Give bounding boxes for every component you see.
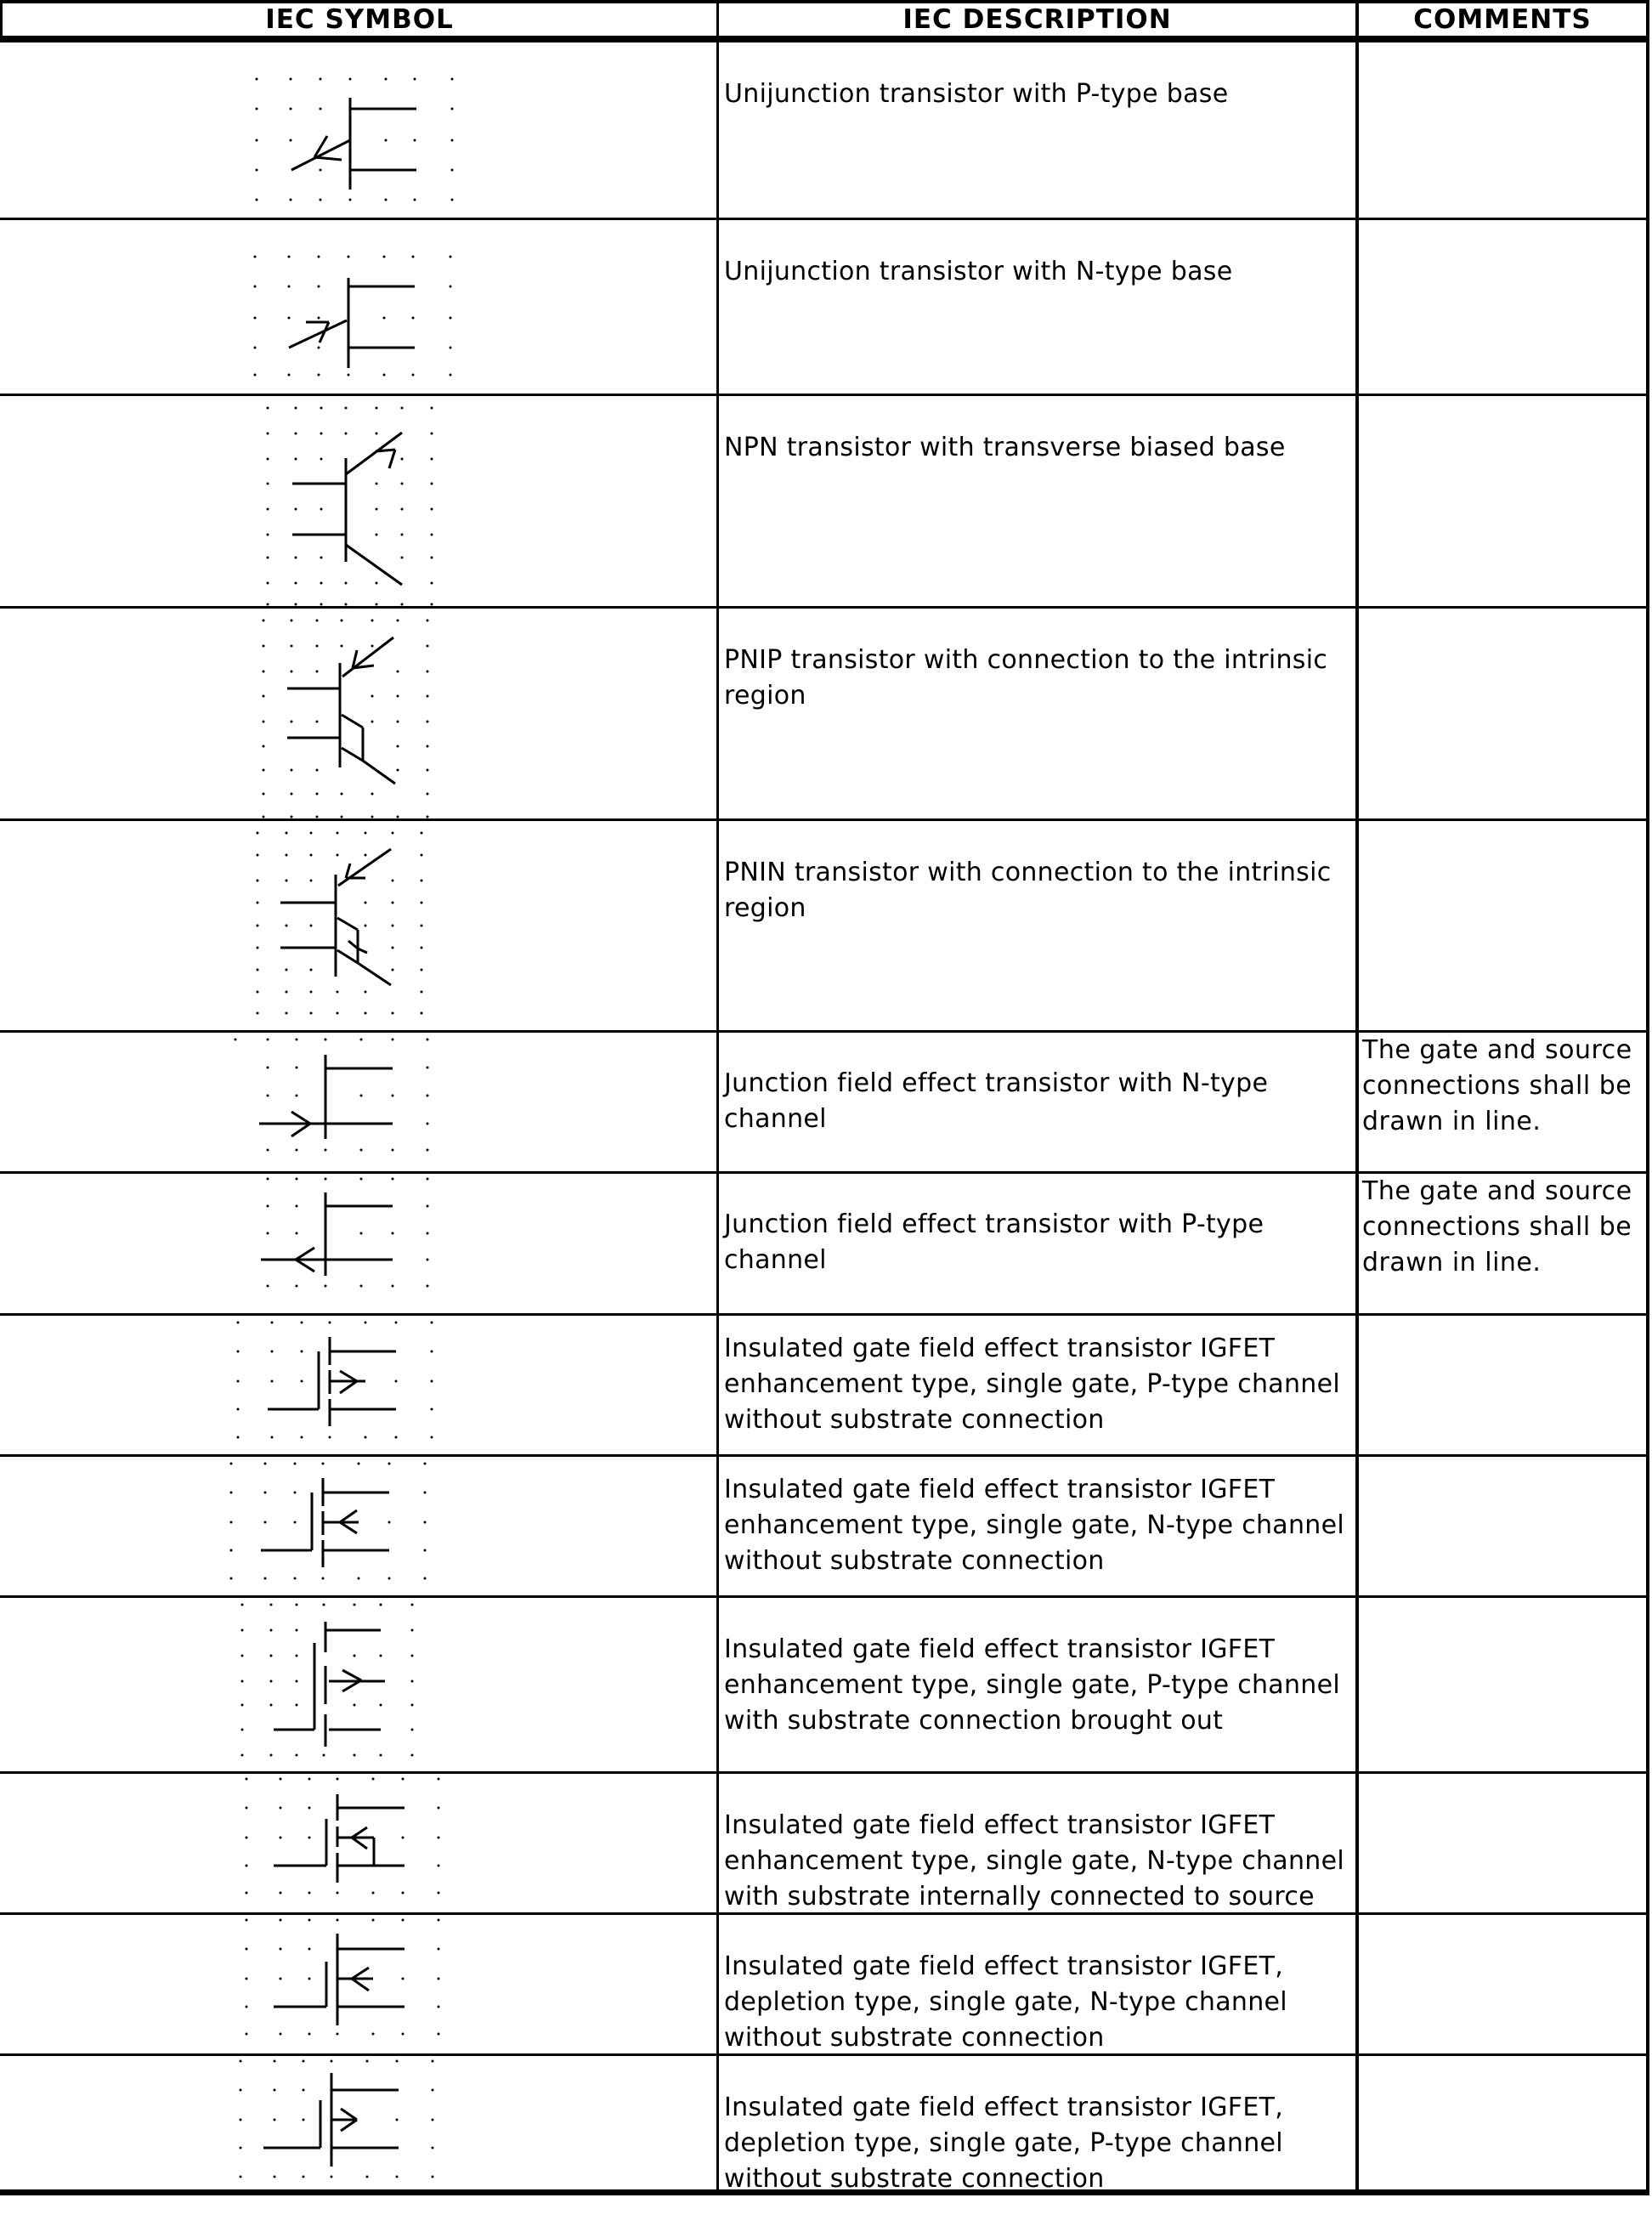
description-cell: Junction field effect transistor with N-type channel [716, 1033, 1355, 1171]
table-row [0, 1316, 1646, 1457]
pnin-transistor-intrinsic-symbol-icon [251, 821, 455, 1033]
header-iec-symbol: IEC SYMBOL [0, 3, 716, 36]
comment-cell [1355, 2056, 1646, 2189]
unijunction-transistor-n-base-symbol-icon [246, 229, 467, 390]
description-cell: Unijunction transistor with N-type base [716, 220, 1355, 394]
description-cell: Insulated gate field effect transistor IGFET enhancement type, single gate, N-type channel without substrate connection [716, 1457, 1355, 1595]
description-cell: Insulated gate field effect transistor IGFET enhancement type, single gate, N-type channel with substrate internally connected to source [716, 1774, 1355, 1912]
table-row [0, 1598, 1646, 1774]
comment-cell: The gate and source connections shall be drawn in line. [1355, 1033, 1646, 1171]
jfet-n-channel-symbol-icon [234, 1033, 446, 1174]
table-row [0, 2056, 1646, 2195]
description-cell: NPN transistor with transverse biased base [716, 396, 1355, 606]
symbol-cell [0, 1033, 716, 1171]
symbol-cell [0, 821, 716, 1030]
description-cell: Unijunction transistor with P-type base [716, 42, 1355, 218]
npn-transverse-biased-base-symbol-icon [255, 396, 459, 609]
comment-cell [1355, 1457, 1646, 1595]
comment-cell: The gate and source connections shall be drawn in line. [1355, 1174, 1646, 1313]
table-header [0, 0, 1646, 42]
comment-cell [1355, 220, 1646, 394]
symbol-cell [0, 1774, 716, 1912]
description-cell: PNIN transistor with connection to the intrinsic region [716, 821, 1355, 1030]
table-row [0, 220, 1646, 396]
igfet-enh-n-channel-symbol-icon [223, 1457, 444, 1598]
header-iec-description: IEC DESCRIPTION [716, 3, 1355, 36]
igfet-depl-n-channel-symbol-icon [240, 1915, 452, 2056]
pnip-transistor-intrinsic-symbol-icon [255, 609, 459, 821]
igfet-enh-p-channel-symbol-icon [229, 1316, 450, 1457]
table-row [0, 396, 1646, 609]
jfet-p-channel-symbol-icon [234, 1174, 446, 1316]
symbol-cell [0, 42, 716, 218]
table-row [0, 1774, 1646, 1915]
symbol-cell [0, 1316, 716, 1454]
comment-cell [1355, 1915, 1646, 2053]
igfet-depl-p-channel-symbol-icon [234, 2056, 446, 2192]
symbol-cell [0, 220, 716, 394]
igfet-enh-n-channel-substrate-source-symbol-icon [240, 1774, 452, 1915]
table-row [0, 1174, 1646, 1316]
table-row [0, 42, 1646, 220]
symbol-cell [0, 609, 716, 818]
symbol-cell [0, 1174, 716, 1313]
description-cell: Insulated gate field effect transistor IGFET enhancement type, single gate, P-type channel without substrate connection [716, 1316, 1355, 1454]
symbol-cell [0, 1915, 716, 2053]
igfet-enh-p-channel-substrate-out-symbol-icon [234, 1598, 438, 1774]
comment-cell [1355, 42, 1646, 218]
comment-cell [1355, 1598, 1646, 1771]
description-cell: Insulated gate field effect transistor IGFET, depletion type, single gate, P-type channel without substrate connection [716, 2056, 1355, 2189]
description-cell: PNIP transistor with connection to the intrinsic region [716, 609, 1355, 818]
symbol-cell [0, 396, 716, 606]
table-row [0, 1033, 1646, 1174]
comment-cell [1355, 1316, 1646, 1454]
comment-cell [1355, 609, 1646, 818]
comment-cell [1355, 821, 1646, 1030]
unijunction-transistor-p-base-symbol-icon [246, 51, 467, 212]
description-cell: Junction field effect transistor with P-type channel [716, 1174, 1355, 1313]
symbol-cell [0, 1598, 716, 1771]
comment-cell [1355, 1774, 1646, 1912]
header-comments: COMMENTS [1355, 3, 1646, 36]
table-row [0, 1457, 1646, 1598]
table-row [0, 609, 1646, 821]
table-row [0, 1915, 1646, 2056]
description-cell: Insulated gate field effect transistor IGFET enhancement type, single gate, P-type channel with substrate connection brought out [716, 1598, 1355, 1771]
comment-cell [1355, 396, 1646, 606]
symbol-cell [0, 2056, 716, 2189]
table-row [0, 821, 1646, 1033]
description-cell: Insulated gate field effect transistor IGFET, depletion type, single gate, N-type channel without substrate connection [716, 1915, 1355, 2053]
symbol-cell [0, 1457, 716, 1595]
